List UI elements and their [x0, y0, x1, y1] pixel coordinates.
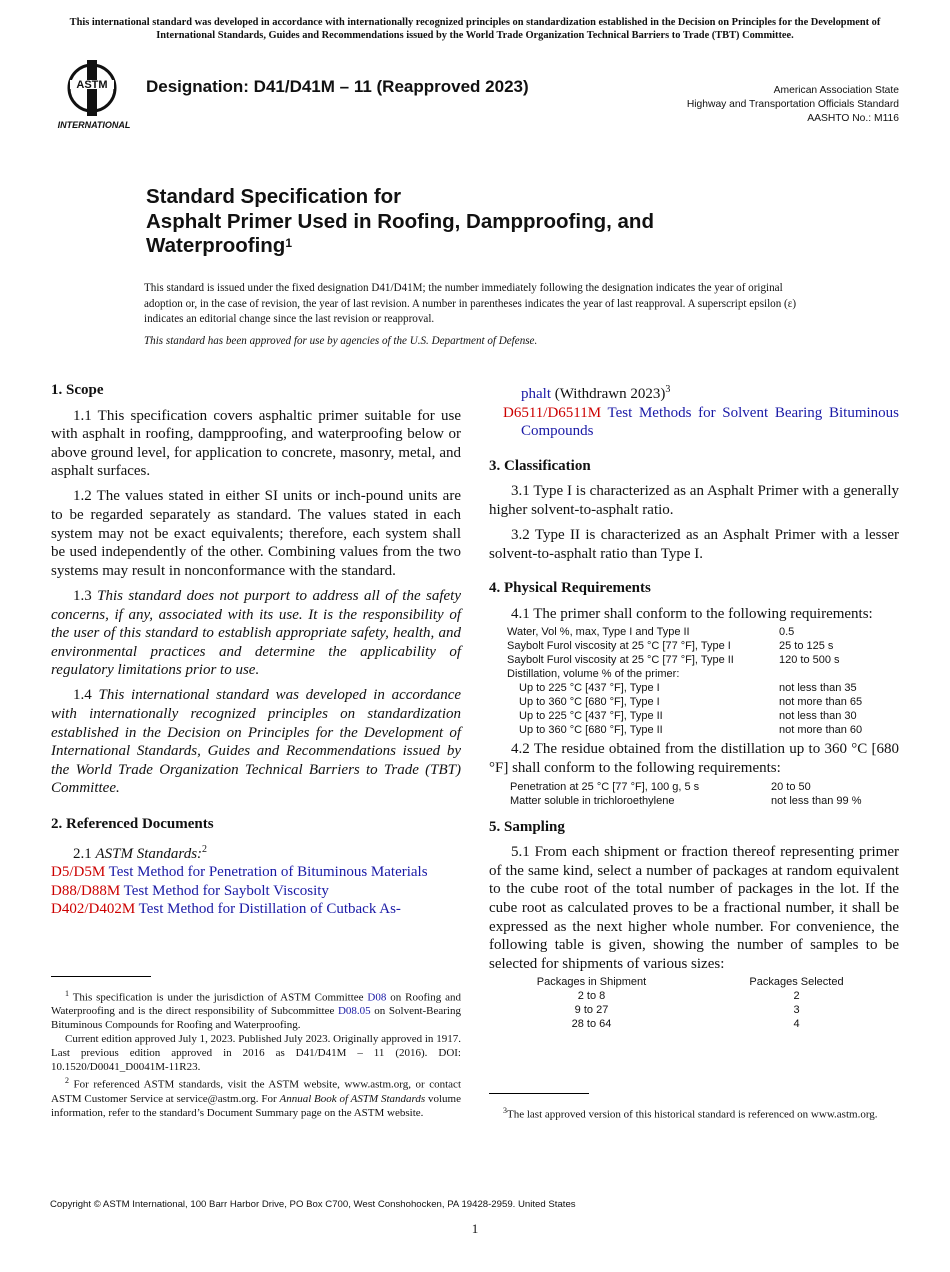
- astm-logo-text: ASTM: [76, 79, 108, 91]
- aashto-block: [687, 84, 899, 126]
- footnotes-left: [51, 987, 461, 1120]
- astm-logo-subtext: INTERNATIONAL: [57, 120, 131, 130]
- section-heading-classification: 3. Classification: [489, 457, 591, 474]
- left-column: [51, 381, 461, 919]
- section-heading-sampling: 5. Sampling: [489, 818, 565, 835]
- footnote-rule: [489, 1093, 589, 1094]
- paragraph-3-2: 3.2 Type II is characterized as an Asphalt Primer with a lesser solvent-to-asphalt ratio than Type I.: [489, 527, 899, 562]
- paragraph-1-4: 1.4 This international standard was developed in accordance with internationally recognized principles on standardization established in the Decision on Principles for the Development of International Standards, Guides and Recommendations issued by the World Trade Organization Technical Barriers to Trade (TBT) Committee.: [51, 687, 462, 797]
- astm-logo-icon: [54, 58, 134, 132]
- paragraph-5-1: 5.1 From each shipment or fraction thereof representing primer of the same kind, select a number of packages at random equivalent to the cube root of the total number of packages in the lot. If the cube root as calculated proves to be a fractional number, it shall be expressed as the next higher whole number. For convenience, the following table is given, showing the number of samples to be selected for shipments of various sizes:: [489, 844, 899, 972]
- section-heading-referenced-documents: 2. Referenced Documents: [51, 815, 214, 832]
- title-footnote-ref[interactable]: 1: [285, 236, 292, 250]
- ref-item-d6511[interactable]: D6511/D6511M Test Methods for Solvent Bearing Bituminous Compounds: [503, 404, 899, 440]
- table-row: 2 to 8 2: [577, 990, 800, 1003]
- link-d08[interactable]: D08: [367, 991, 387, 1004]
- dod-approval-note: This standard has been approved for use by agencies of the U.S. Department of Defense.: [144, 335, 538, 347]
- table-header-row: Packages in Shipment Packages Selected: [536, 976, 844, 989]
- table-row: 9 to 27 3: [574, 1004, 800, 1017]
- table-row: Distillation, volume % of the primer:: [507, 668, 680, 681]
- ref-item-d88[interactable]: D88/D88M Test Method for Saybolt Viscosity: [51, 882, 329, 899]
- requirements-table: [507, 625, 862, 737]
- ref-item-d5[interactable]: D5/D5M Test Method for Penetration of Bituminous Materials: [51, 864, 428, 881]
- designation: Designation: D41/D41M – 11 (Reapproved 2023): [146, 77, 529, 96]
- table-row: Penetration at 25 °C [77 °F], 100 g, 5 s 20 to 50: [510, 780, 811, 793]
- link-d08-05[interactable]: D08.05: [337, 1005, 371, 1018]
- table-row: Matter soluble in trichloroethylene not less than 99 %: [510, 794, 862, 807]
- table-row: Up to 360 °C [680 °F], Type II not more than 60: [519, 724, 863, 737]
- page-title: [146, 185, 654, 259]
- footnote-1-edition: Current edition approved July 1, 2023. Published July 2023. Originally approved in 1917. Last previous edition approved in 2016 as D41/D41M – 11 (2016). DOI: 10.1520/D0041_D0041M-11R23.: [51, 1033, 461, 1073]
- title-line: Asphalt Primer Used in Roofing, Dampproofing, and: [146, 209, 654, 233]
- residue-table: [510, 780, 862, 808]
- table-row: Saybolt Furol viscosity at 25 °C [77 °F], Type I 25 to 125 s: [507, 640, 834, 653]
- title-line: Standard Specification for: [146, 185, 402, 208]
- title-line: Waterproofing: [146, 234, 286, 257]
- paragraph-1-1: 1.1 This specification covers asphaltic primer suitable for use with asphalt in roofing, dampproofing, and waterproofing below or above ground level, for application to concrete, masonry, metal, and asphalt surfaces.: [51, 407, 461, 480]
- table-row: Water, Vol %, max, Type I and Type II 0.5: [507, 626, 795, 639]
- table-row: 28 to 64 4: [571, 1018, 800, 1031]
- copyright-footer: Copyright © ASTM International, 100 Barr Harbor Drive, PO Box C700, West Conshohocken, PA 19428-2959. United States: [50, 1199, 576, 1210]
- right-column: [489, 381, 899, 1031]
- table-row: Up to 225 °C [437 °F], Type I not less than 35: [519, 682, 857, 695]
- page-number: 1: [471, 1221, 479, 1236]
- section-heading-scope: 1. Scope: [51, 382, 104, 398]
- footnote-3: $^3$The last approved version of this historical standard is referenced on www.astm.org.: [503, 1106, 878, 1121]
- astm-logo: [54, 58, 134, 132]
- tbt-notice: This international standard was developed in accordance with internationally recognized principles on standardization established in the Decision on Principles for the Development of International Standards, Guides and Recommendations issued by the World Trade Organization Technical Barriers to Trade (TBT) Committee.: [69, 17, 881, 41]
- footnote-rule: [51, 976, 151, 977]
- paragraph-1-3: 1.3 This standard does not purport to address all of the safety concerns, if any, associated with its use. It is the responsibility of the user of this standard to establish appropriate safety, health, and environmental practices and determine the applicability of regulatory limitations prior to use.: [51, 587, 462, 679]
- table-row: Up to 360 °C [680 °F], Type I not more than 65: [519, 696, 863, 709]
- sampling-table: [489, 975, 899, 1031]
- ref-item-d402[interactable]: D402/D402M Test Method for Distillation of Cutback As-: [51, 901, 401, 918]
- table-row: Saybolt Furol viscosity at 25 °C [77 °F], Type II 120 to 500 s: [507, 654, 840, 667]
- paragraph-3-1: 3.1 Type I is characterized as an Asphalt Primer with a generally higher solvent-to-asphalt ratio.: [489, 483, 899, 518]
- aashto-number: AASHTO No.: M116: [807, 113, 899, 124]
- paragraph-4-1: 4.1 The primer shall conform to the following requirements:: [511, 605, 873, 622]
- aashto-line: American Association State: [773, 85, 899, 96]
- footnote-1: $^1$ This specification is under the jurisdiction of ASTM Committee D08 on Roofing and Waterproofing and is the direct responsibility of Subcommittee D08.05 on Solvent-Bearing Bituminous Compounds for Roofing and Waterproofing.: [51, 989, 461, 1032]
- ref-item-d402-continued[interactable]: phalt (Withdrawn 2023)$^3$: [521, 384, 671, 402]
- footnote-2: $^2$ For referenced ASTM standards, visit the ASTM website, www.astm.org, or contact ASTM Customer Service at service@astm.org. For Annual Book of ASTM Standards volume information, refer to the standard’s Document Summary page on the ASTM website.: [51, 1076, 461, 1119]
- paragraph-1-2: 1.2 The values stated in either SI units or inch-pound units are to be regarded separately as standard. The values stated in each system may not be exact equivalents; therefore, each system shall be used independently of the other. Combining values from the two systems may result in nonconformance with the standard.: [51, 488, 461, 579]
- section-heading-physical-requirements: 4. Physical Requirements: [489, 580, 651, 597]
- table-row: Up to 225 °C [437 °F], Type II not less than 30: [519, 710, 857, 723]
- paragraph-2-1: 2.1 ASTM Standards:$^2$: [73, 843, 208, 862]
- preamble: This standard is issued under the fixed designation D41/D41M; the number immediately following the designation indicates the year of original adoption or, in the case of revision, the year of last revision. A number in parentheses indicates the year of last reapproval. A superscript epsilon (ε) indicates an editorial change since the last revision or reapproval.: [144, 282, 797, 325]
- aashto-line: Highway and Transportation Officials Standard: [686, 99, 899, 110]
- paragraph-4-2: 4.2 The residue obtained from the distillation up to 360 °C [680 °F] shall conform to the following requirements:: [489, 741, 899, 777]
